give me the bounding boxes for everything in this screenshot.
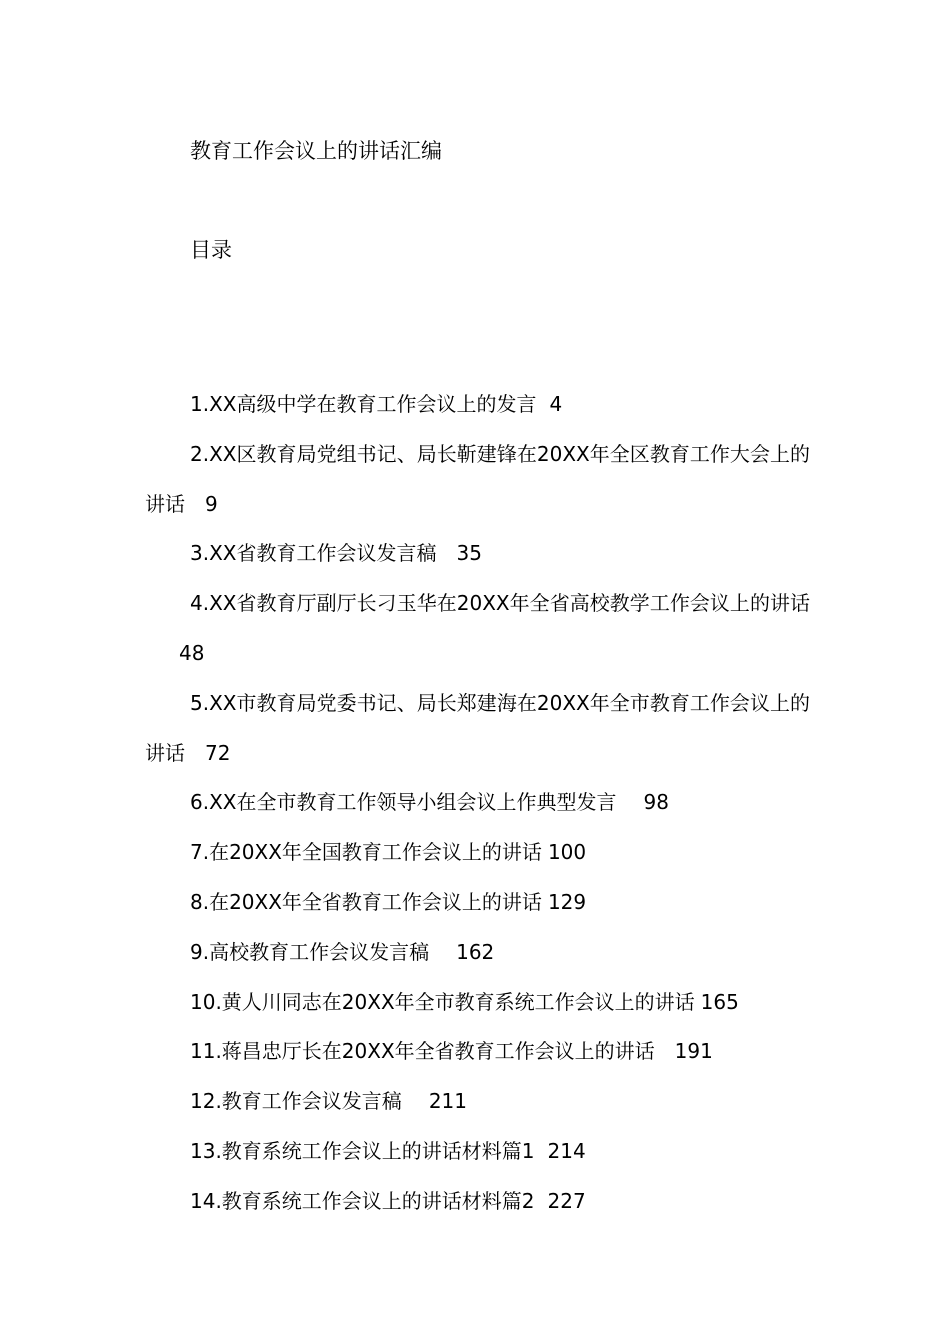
toc-entry-page-number: 214 [547, 1138, 586, 1163]
toc-entry-page-number: 191 [674, 1039, 713, 1064]
toc-entry-page-number: 9 [205, 491, 218, 516]
toc-entry[interactable] [145, 828, 810, 878]
toc-entry[interactable] [145, 679, 810, 779]
table-of-contents [145, 380, 810, 1227]
document-title: 教育工作会议上的讲话汇编 [190, 139, 442, 163]
toc-entry-page-number: 211 [428, 1089, 467, 1114]
toc-entry-title: 4.XX省教育厅副厅长刁玉华在20XX年全省高校教学工作会议上的讲话 [190, 591, 810, 616]
toc-entry-title: 14.教育系统工作会议上的讲话材料篇2 [190, 1188, 535, 1213]
toc-entry-title: 10.黄人川同志在20XX年全市教育系统工作会议上的讲话 [190, 989, 695, 1014]
toc-entry-title: 1.XX高级中学在教育工作会议上的发言 [190, 392, 537, 416]
toc-entry-title: 5.XX市教育局党委书记、局长郑建海在20XX年全市教育工作会议上的讲话 [145, 690, 810, 765]
toc-entry[interactable] [145, 579, 810, 679]
toc-entry-title: 2.XX区教育局党组书记、局长靳建锋在20XX年全区教育工作大会上的讲话 [145, 441, 810, 516]
toc-entry[interactable] [145, 1177, 810, 1227]
toc-entry-page-number: 48 [179, 640, 205, 665]
toc-entry-page-number: 98 [643, 790, 669, 815]
toc-entry[interactable] [145, 878, 810, 928]
toc-entry-page-number: 72 [205, 740, 231, 765]
toc-entry-title: 3.XX省教育工作会议发言稿 [190, 541, 437, 566]
toc-entry-page-number: 4 [549, 392, 563, 416]
toc-entry-page-number: 35 [456, 541, 482, 566]
toc-entry[interactable] [145, 430, 810, 530]
toc-entry-title: 12.教育工作会议发言稿 [190, 1089, 402, 1114]
toc-entry-title: 6.XX在全市教育工作领导小组会议上作典型发言 [190, 790, 617, 815]
toc-heading: 目录 [190, 238, 232, 262]
toc-entry[interactable] [145, 778, 810, 828]
toc-entry[interactable] [145, 1027, 810, 1077]
toc-entry-title: 11.蒋昌忠厅长在20XX年全省教育工作会议上的讲话 [190, 1039, 655, 1064]
toc-entry[interactable] [145, 978, 810, 1028]
toc-entry-title: 8.在20XX年全省教育工作会议上的讲话 [190, 889, 542, 914]
toc-entry[interactable] [145, 928, 810, 978]
toc-entry[interactable] [145, 380, 810, 430]
toc-entry-title: 13.教育系统工作会议上的讲话材料篇1 [190, 1138, 535, 1163]
toc-entry[interactable] [145, 1127, 810, 1177]
toc-entry-page-number: 129 [547, 889, 587, 914]
toc-entry-page-number: 165 [700, 989, 739, 1014]
toc-entry-page-number: 100 [547, 840, 587, 865]
toc-entry-title: 7.在20XX年全国教育工作会议上的讲话 [190, 840, 542, 865]
toc-entry-page-number: 227 [547, 1188, 586, 1213]
toc-entry[interactable] [145, 1077, 810, 1127]
toc-entry-title: 9.高校教育工作会议发言稿 [190, 939, 430, 964]
toc-entry-page-number: 162 [456, 939, 495, 964]
toc-entry[interactable] [145, 529, 810, 579]
